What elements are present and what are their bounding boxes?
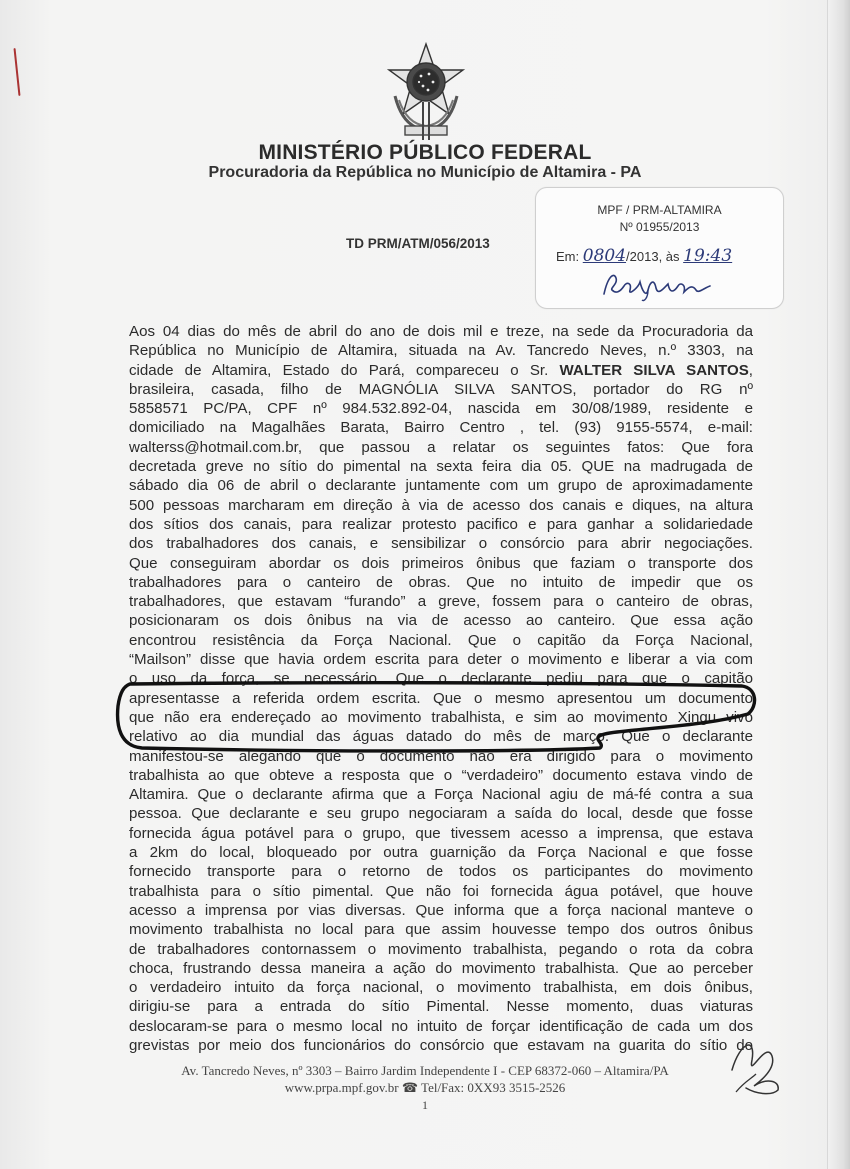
body-line	[129, 361, 753, 380]
body-line	[129, 380, 753, 399]
body-line-text: de trabalhadores contornassem o movimento trabalhista, pegando o rota da cobra	[129, 940, 753, 958]
institution-subtitle: Procuradoria da República no Município de Altamira - PA	[208, 164, 642, 181]
declarant-name: WALTER SILVA SANTOS	[559, 361, 749, 379]
body-line	[129, 804, 753, 823]
phone-icon: ☎	[401, 1080, 419, 1095]
body-line-text: Altamira. Que o declarante afirma que a Força Nacional agiu de má-fé contra a sua	[129, 786, 753, 804]
body-line-text: “Mailson” disse que havia ordem escrita para deter o movimento e liberar a via com	[129, 651, 753, 669]
body-line	[129, 959, 753, 978]
body-line-text: República no Município de Altamira, situada na Av. Tancredo Neves, n.º 3303, na	[129, 342, 753, 360]
stamp-em-label: Em:	[556, 249, 580, 264]
body-line	[129, 322, 753, 341]
body-line-text: Aos 04 dias do mês de abril do ano de dois mil e treze, na sede da Procuradoria da	[129, 323, 753, 340]
body-line	[129, 554, 753, 573]
body-line-text: relativo ao dia mundial das águas datado do mês de março. Que o declarante	[129, 728, 753, 746]
footer-contact	[0, 1080, 850, 1096]
document-number: TD PRM/ATM/056/2013	[346, 236, 490, 251]
body-line-text: cidade de Altamira, Estado do Pará, compareceu o Sr.	[129, 361, 560, 379]
handwritten-signature-raylane	[598, 268, 728, 302]
page-number: 1	[422, 1098, 428, 1112]
body-line-text: que não era endereçado ao movimento trabalhista, e sim ao movimento Xingu vivo	[129, 708, 753, 726]
body-line-text: walterss@hotmail.com.br, que passou a relatar os seguintes fatos: Que fora	[129, 438, 753, 456]
body-line-text: domiciliado na Magalhães Barata, Bairro Centro , tel. (93) 9155-5574, e-mail:	[129, 419, 753, 437]
body-line-text: movimento trabalhista no local para que assim houvesse tempo dos outros ônibus	[129, 921, 753, 939]
stamp-day: 08	[582, 246, 605, 266]
footer-website: www.prpa.mpf.gov.br	[284, 1080, 399, 1095]
body-line-text: choca, frustrando dessa maneira a ação do movimento trabalhista. Que ao perceber	[129, 959, 753, 977]
body-line	[129, 669, 753, 688]
body-line-text: acesso a imprensa por vias diversas. Que informa que a força nacional manteve o	[129, 901, 753, 919]
body-line	[129, 940, 753, 959]
stamp-month: 04	[604, 246, 627, 266]
body-line-text: deslocaram-se para o mesmo local no intuito de forçar identificação de cada um dos	[129, 1017, 753, 1035]
body-line	[129, 438, 753, 457]
stamp-minute: 43	[710, 246, 733, 266]
body-line-suffix: ,	[748, 361, 753, 379]
body-line	[129, 920, 753, 939]
body-line	[129, 515, 753, 534]
body-line	[129, 341, 753, 360]
margin-pen-mark	[13, 48, 20, 96]
body-line-text: sábado dia 06 de abril o declarante juntamente com um grupo de aproximadamente	[129, 477, 753, 495]
body-line-text: a 2km do local, bloqueado por outra guarnição da Força Nacional e que fosse	[129, 844, 753, 862]
body-line-text: fornecida água potável para o grupo, que tivessem acesso a imprensa, que estava	[129, 824, 753, 842]
protocol-stamp	[535, 187, 784, 309]
stamp-date-line: Em: 0804/2013, às 19:43	[556, 246, 733, 266]
body-line	[129, 1036, 753, 1055]
coat-of-arms-icon	[383, 42, 469, 142]
body-line	[129, 882, 753, 901]
body-line-text: trabalhadores para o canteiro de obras. Que no intuito de impedir que os	[129, 573, 753, 591]
body-line	[129, 573, 753, 592]
body-line-text: fornecido transporte para o retorno de todos os participantes do movimento	[129, 863, 753, 881]
body-line-text: 5858571 PC/PA, CPF nº 984.532.892-04, nascida em 30/08/1989, residente e	[129, 400, 753, 418]
body-line	[129, 457, 753, 476]
body-line	[129, 592, 753, 611]
stamp-office: MPF / PRM-ALTAMIRA	[597, 203, 722, 217]
body-line	[129, 997, 753, 1016]
body-line	[129, 785, 753, 804]
body-line	[129, 476, 753, 495]
body-line-text: Que conseguiram abordar os dois primeiros ônibus que faziam o transporte dos	[129, 554, 753, 572]
body-line	[129, 496, 753, 515]
body-line	[129, 689, 753, 708]
body-line-text: apresentasse a referida ordem escrita. Que o mesmo apresentou um documento	[129, 689, 753, 707]
body-line	[129, 399, 753, 418]
body-line	[129, 727, 753, 746]
body-line	[129, 631, 753, 650]
stamp-number: Nº 01955/2013	[619, 220, 700, 234]
body-line-text: trabalhadores, que estavam “furando” a greve, fossem para o canteiro de obras,	[129, 593, 753, 611]
footer-address: Av. Tancredo Neves, nº 3303 – Bairro Jardim Independente I - CEP 68372-060 – Altamira/PA	[181, 1063, 669, 1078]
body-line	[129, 418, 753, 437]
body-line	[129, 978, 753, 997]
body-line-text: decretada greve no sítio do pimental na sexta feira dia 05. QUE na madrugada de	[129, 458, 753, 476]
body-line-text: manifestou-se alegando que o documento não era dirigido para o movimento	[129, 747, 753, 765]
body-line-text: encontrou resistência da Força Nacional. Que o capitão da Força Nacional,	[129, 631, 753, 649]
handwritten-rubric	[726, 1030, 786, 1100]
body-line	[129, 708, 753, 727]
body-line	[129, 611, 753, 630]
body-line-text: o verdadeiro intuito da força nacional, o movimento trabalhista, em dois ônibus,	[129, 979, 753, 997]
body-line	[129, 766, 753, 785]
stamp-hour: 19	[683, 246, 705, 266]
body-line-text: grevistas por meio dos funcionários do consórcio que estavam na guarita do sítio do	[129, 1036, 753, 1054]
stamp-year-text: /2013, às	[626, 249, 680, 264]
body-line	[129, 862, 753, 881]
footer-phone: Tel/Fax: 0XX93 3515-2526	[421, 1080, 566, 1095]
body-line	[129, 650, 753, 669]
body-line	[129, 901, 753, 920]
body-line-text: posicionaram os dois ônibus na via de acesso ao canteiro. Que essa ação	[129, 612, 753, 630]
institution-title: MINISTÉRIO PÚBLICO FEDERAL	[258, 141, 592, 164]
body-line-text: dos trabalhadores dos canais, e sensibilizar o consórcio para abrir negociações.	[129, 535, 753, 553]
body-line-text: dos sítios dos canais, para realizar protesto pacifico e para ganhar a solidariedade	[129, 515, 753, 533]
body-line-text: pessoa. Que declarante e seu grupo negociaram a saída do local, desde que fosse	[129, 805, 753, 823]
body-line	[129, 824, 753, 843]
body-line-text: brasileira, casada, filho de MAGNÓLIA SILVA SANTOS, portador do RG nº	[129, 380, 753, 398]
body-line	[129, 843, 753, 862]
body-line	[129, 1017, 753, 1036]
body-line-text: o uso da força, se necessário. Que o declarante pediu para que o capitão	[129, 670, 753, 688]
body-line-text: dirigiu-se para a entrada do sítio Pimental. Nesse momento, duas viaturas	[129, 998, 753, 1016]
testimony-body	[129, 322, 753, 1055]
body-line	[129, 747, 753, 766]
body-line-text: 500 pessoas marcharam em direção à via de acesso dos canais e diques, na altura	[129, 496, 753, 514]
body-line-text: trabalhista ao que obteve a resposta que o “verdadeiro” documento estava vindo de	[129, 766, 753, 784]
body-line-text: trabalhista para o sítio pimental. Que não foi fornecida água potável, que houve	[129, 882, 753, 900]
body-line	[129, 534, 753, 553]
